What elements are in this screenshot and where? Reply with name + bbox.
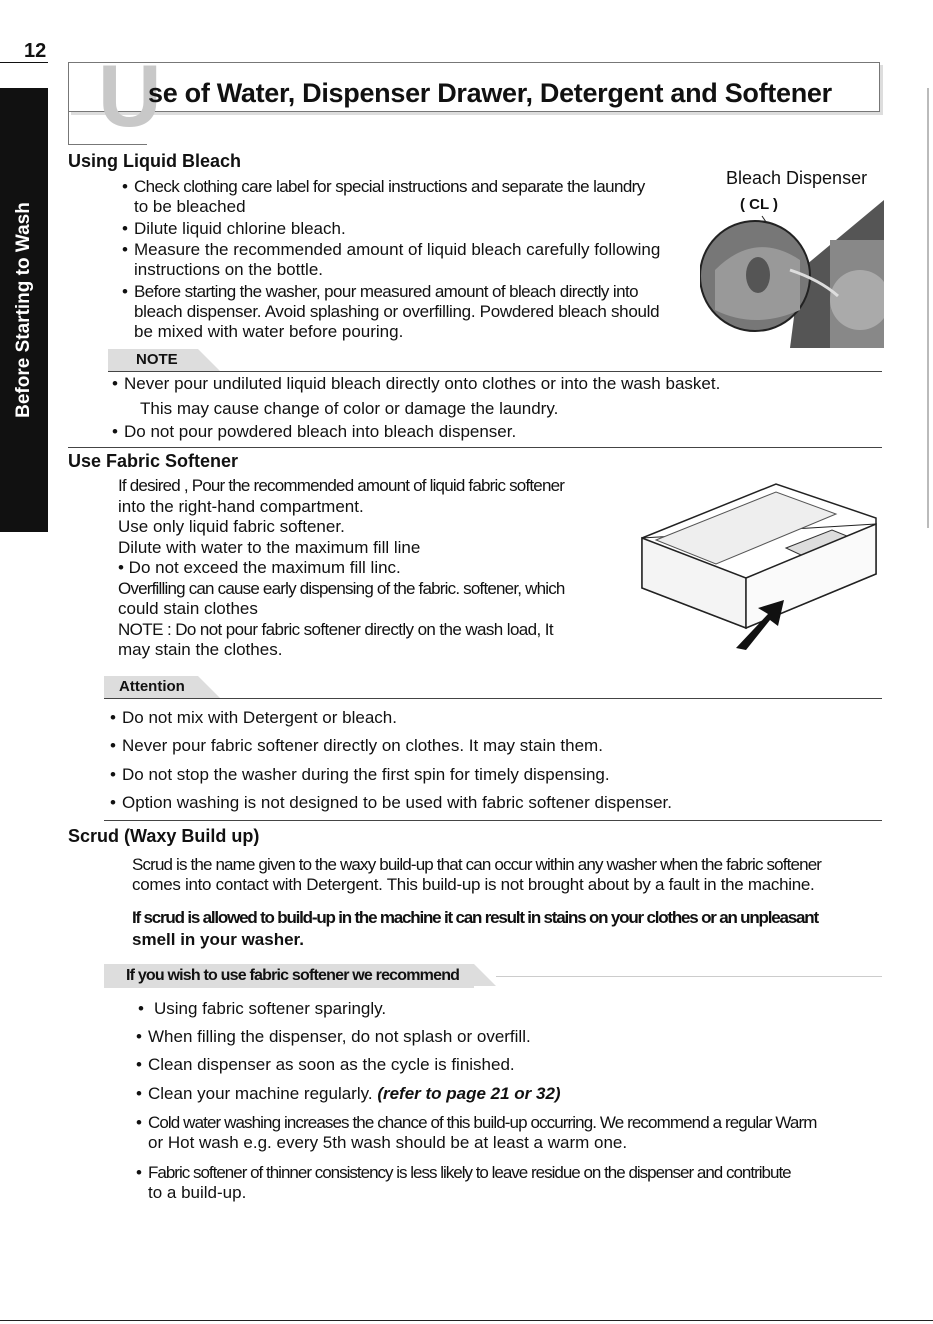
note-item-2: • Do not pour powdered bleach into bleach dispenser.	[112, 422, 517, 441]
page-number: 12	[24, 40, 47, 62]
section-rule	[68, 447, 882, 448]
recommend-item-3: • Clean dispenser as soon as the cycle is finished.	[136, 1055, 515, 1074]
page-title: se of Water, Dispenser Drawer, Detergent and Softener	[148, 78, 832, 108]
bleach-symbol: ( CL )	[740, 196, 779, 213]
recommend-tab: If you wish to use fabric softener we recommend	[104, 964, 474, 988]
recommend-item-1: • Using fabric softener sparingly.	[138, 999, 387, 1018]
side-tab	[0, 88, 48, 532]
dispenser-drawer-illustration	[636, 478, 882, 650]
right-margin-line	[927, 88, 929, 528]
recommend-item-2: • When filling the dispenser, do not splash or overfill.	[136, 1027, 531, 1046]
note-tab: NOTE	[108, 349, 198, 371]
scrud-heading: Scrud (Waxy Build up)	[68, 826, 260, 846]
scrud-para-2: If scrud is allowed to build-up in the machine it can result in stains on your clothes or an unpleasant smell in your washer.	[132, 908, 818, 949]
note-item-1-cont: This may cause change of color or damage the laundry.	[140, 399, 559, 418]
page-bottom-rule	[0, 1320, 933, 1321]
attention-tab: Attention	[104, 676, 198, 698]
attention-rule	[104, 698, 882, 699]
recommend-item-6: • Fabric softener of thinner consistency is less likely to leave residue on the dispenser and contribute to a build-up.	[136, 1163, 791, 1202]
note-rule	[108, 371, 882, 372]
recommend-item-4: • Clean your machine regularly. (refer to page 21 or 32)	[136, 1084, 561, 1103]
attention-item-2: • Never pour fabric softener directly on clothes. It may stain them.	[110, 736, 603, 755]
bleach-item-1: • Check clothing care label for special instructions and separate the laundry to be bleached	[122, 177, 645, 216]
recommend-item-5: • Cold water washing increases the chance of this build-up occurring. We recommend a regular Warm or Hot wash e.g. every 5th wash should be at least a warm one.	[136, 1113, 817, 1152]
recommend-rule	[496, 976, 882, 977]
attention-item-4: • Option washing is not designed to be used with fabric softener dispenser.	[110, 793, 673, 812]
softener-body: If desired , Pour the recommended amount of liquid fabric softener into the right-hand compartment. Use only liquid fabric softener. Dilute with water to the maximum fill line • Do not exceed the maximum fill linc. Overfilling can cause early dispensing of the fabric. softener, which could stain clothes NOTE : Do not pour fabric softener directly on the wash load, It may stain the clothes.	[118, 476, 565, 659]
scrud-para-1: Scrud is the name given to the waxy build-up that can occur within any washer when the fabric softener comes into contact with Detergent. This build-up is not brought about by a fault in the machine.	[132, 855, 822, 894]
attention-item-1: • Do not mix with Detergent or bleach.	[110, 708, 397, 727]
attention-end-rule	[104, 820, 882, 821]
liquid-bleach-heading: Using Liquid Bleach	[68, 151, 242, 171]
page-reference: (refer to page 21 or 32)	[377, 1084, 561, 1103]
bleach-item-3: • Measure the recommended amount of liquid bleach carefully following instructions on the bottle.	[122, 240, 661, 279]
softener-heading: Use Fabric Softener	[68, 451, 239, 471]
bleach-dispenser-illustration	[700, 200, 884, 348]
bleach-item-4: • Before starting the washer, pour measured amount of bleach directly into bleach dispenser. Avoid splashing or overfilling. Powdered bleach should be mixed with water before pouring.	[122, 282, 660, 341]
bleach-dispenser-label: Bleach Dispenser	[726, 168, 868, 188]
page-number-rule	[0, 62, 48, 63]
attention-item-3: • Do not stop the washer during the first spin for timely dispensing.	[110, 765, 610, 784]
bleach-item-2: • Dilute liquid chlorine bleach.	[122, 219, 346, 238]
title-initial: U	[98, 46, 162, 145]
side-tab-label: Before Starting to Wash	[13, 202, 34, 418]
note-item-1: • Never pour undiluted liquid bleach directly onto clothes or into the wash basket.	[112, 374, 721, 393]
